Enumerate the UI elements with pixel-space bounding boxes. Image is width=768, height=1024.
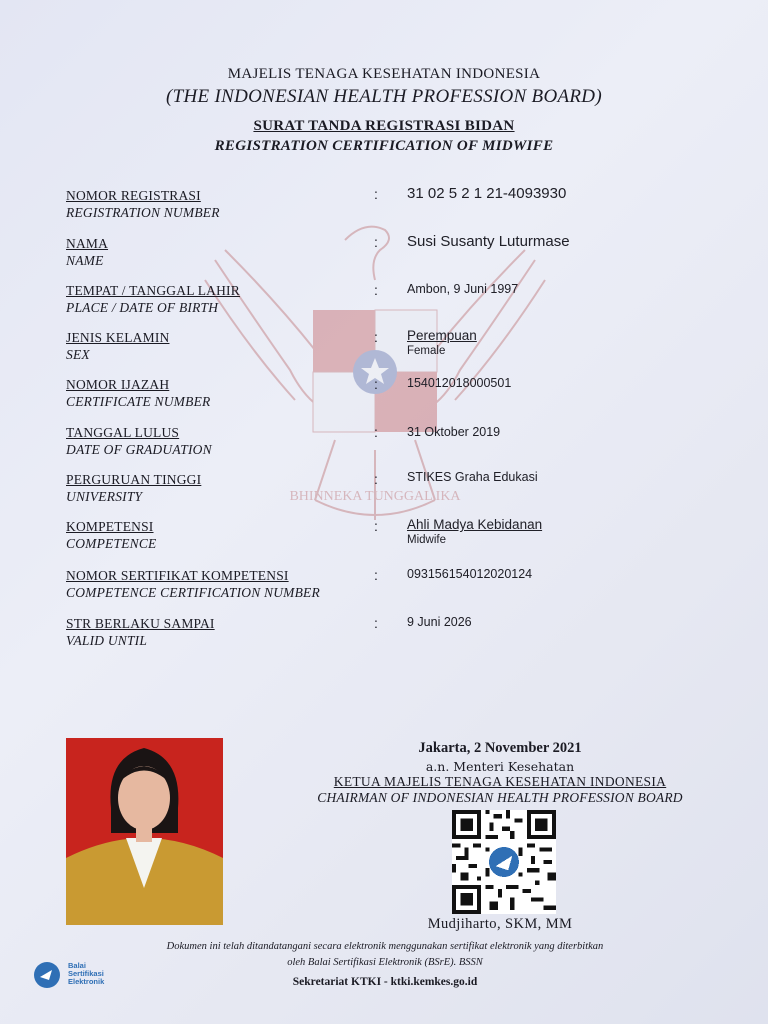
bsre-logo: Balai Sertifikasi Elektronik [32, 960, 132, 990]
qr-code [452, 810, 556, 914]
emblem-motto: BHINNEKA TUNGGAL IKA [289, 489, 461, 504]
sex-value: Perempuan Female [407, 328, 477, 357]
field-label-university: PERGURUAN TINGGI UNIVERSITY [66, 472, 202, 504]
chairman-title-id: KETUA MAJELIS TENAGA KESEHATAN INDONESIA [333, 774, 667, 789]
field-label-valid-until: STR BERLAKU SAMPAI VALID UNTIL [66, 616, 215, 648]
e-sign-note-1: Dokumen ini telah ditandatangani secara elektronik menggunakan sertifikat elektronik yang diterbitkan [166, 941, 604, 952]
secretariat-footer: Sekretariat KTKI - ktki.kemkes.go.id [292, 976, 478, 988]
field-label-competence: KOMPETENSI COMPETENCE [66, 519, 157, 551]
field-label-certificate-number: NOMOR IJAZAH CERTIFICATE NUMBER [66, 377, 211, 409]
holder-photo [66, 738, 223, 925]
field-label-competence-cert: NOMOR SERTIFIKAT KOMPETENSI COMPETENCE CERTIFICATION NUMBER [66, 568, 320, 600]
colon: : [374, 471, 378, 487]
competence-cert-value: 093156154012020124 [407, 567, 533, 581]
chairman-title-en: CHAIRMAN OF INDONESIAN HEALTH PROFESSION BOARD [317, 790, 683, 805]
field-label-graduation: TANGGAL LULUS DATE OF GRADUATION [66, 425, 212, 457]
board-name-id: MAJELIS TENAGA KESEHATAN INDONESIA [227, 66, 541, 82]
colon: : [374, 376, 378, 392]
university-value: STIKES Graha Edukasi [407, 470, 538, 484]
name-value: Susi Susanty Luturmase [407, 233, 570, 250]
colon: : [374, 186, 378, 202]
registration-number-value: 31 02 5 2 1 21-4093930 [407, 185, 567, 202]
field-label-birth: TEMPAT / TANGGAL LAHIR PLACE / DATE OF BIRTH [66, 283, 240, 315]
document-title-en: REGISTRATION CERTIFICATION OF MIDWIFE [214, 138, 554, 154]
birth-value: Ambon, 9 Juni 1997 [407, 282, 519, 296]
field-label-registration-number: NOMOR REGISTRASI REGISTRATION NUMBER [66, 188, 220, 220]
document-title-id: SURAT TANDA REGISTRASI BIDAN [253, 118, 515, 134]
certificate-number-value: 154012018000501 [407, 376, 512, 390]
field-label-sex: JENIS KELAMIN SEX [66, 330, 170, 362]
garuda-emblem-watermark [195, 200, 555, 540]
colon: : [374, 282, 378, 298]
on-behalf: a.n. Menteri Kesehatan [425, 759, 575, 774]
graduation-value: 31 Oktober 2019 [407, 425, 501, 439]
board-name-en: (THE INDONESIAN HEALTH PROFESSION BOARD) [166, 86, 602, 107]
colon: : [374, 615, 378, 631]
colon: : [374, 234, 378, 250]
valid-until-value: 9 Juni 2026 [407, 615, 472, 629]
colon: : [374, 567, 378, 583]
competence-value: Ahli Madya Kebidanan Midwife [407, 517, 543, 546]
colon: : [374, 518, 378, 534]
place-date: Jakarta, 2 November 2021 [418, 740, 582, 756]
e-sign-note-2: oleh Balai Sertifikasi Elektronik (BSrE). BSSN [287, 957, 483, 968]
colon: : [374, 424, 378, 440]
colon: : [374, 329, 378, 345]
signer-name: Mudjiharto, SKM, MM [427, 916, 573, 932]
field-label-name: NAMA NAME [66, 236, 109, 268]
